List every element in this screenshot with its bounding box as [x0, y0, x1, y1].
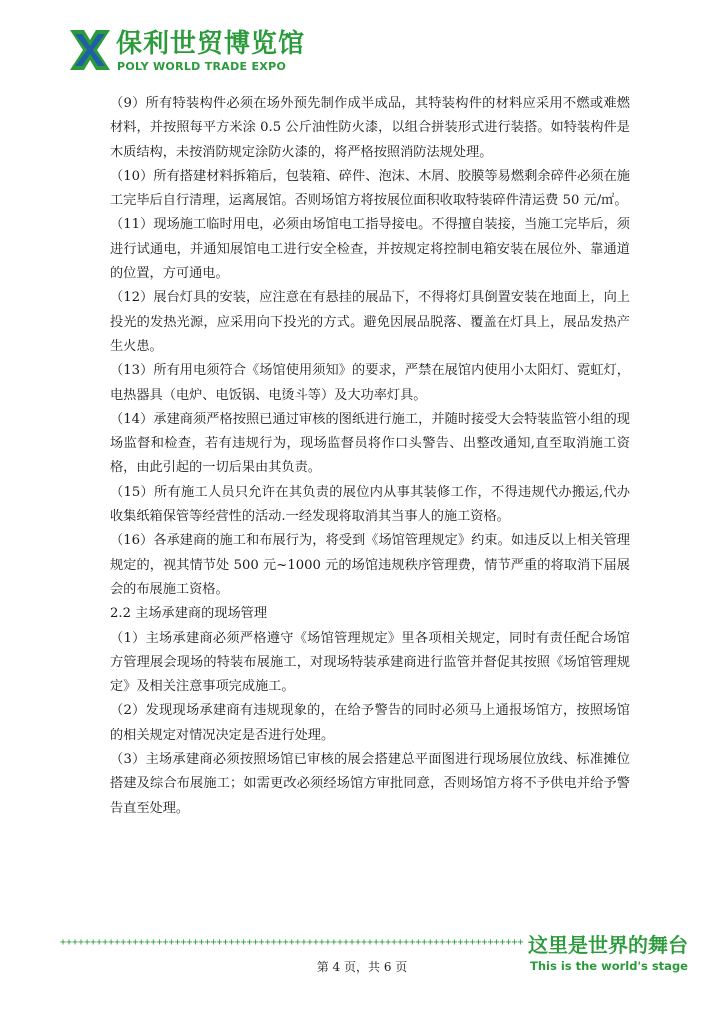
paragraph: （9）所有特装构件必须在场外预先制作成半成品，其特装构件的材料应采用不燃或难燃材料，并按照每平方米涂 0.5 公斤油性防火漆，以组合拼装形式进行装搭。如特装构件是木质结构，未按消防规定涂防火漆的，将严格按照消防法规处理。: [110, 96, 630, 160]
paragraph: （3）主场承建商必须按照场馆已审核的展会搭建总平面图进行现场展位放线、标准摊位搭建及综合布展施工；如需更改必须经场馆方审批同意，否则场馆方将不予供电并给予警告直至处理。: [110, 752, 630, 816]
brand-name-en: POLY WORLD TRADE EXPO: [117, 60, 287, 73]
paragraph: （2）发现现场承建商有违规现象的，在给予警告的同时必须马上通报场馆方，按照场馆的相关规定对情况决定是否进行处理。: [110, 703, 630, 743]
section-heading: 2.2 主场承建商的现场管理: [110, 606, 268, 622]
paragraph: （16）各承建商的施工和布展行为，将受到《场馆管理规定》约束。如违反以上相关管理规定的，视其情节处 500 元~1000 元的场馆违规秩序管理费，情节严重的将取消下届展会的布展施工资格。: [110, 533, 630, 597]
paragraph: （10）所有搭建材料拆箱后，包装箱、碎件、泡沫、木屑、胶膜等易燃剩余碎件必须在施工完毕后自行清理，运离展馆。否则场馆方将按展位面积收取特装碎件清运费 50 元/㎡。: [110, 168, 630, 209]
paragraph: （14）承建商须严格按照已通过审核的图纸进行施工，并随时接受大会特装监管小组的现场监督和检查，若有违规行为，现场监督员将作口头警告、出整改通知,直至取消施工资格，由此引起的一切后果由其负责。: [110, 411, 630, 476]
paragraph: （15）所有施工人员只允许在其负责的展位内从事其装修工作，不得违规代办搬运,代办收集纸箱保管等经营性的活动.一经发现将取消其当事人的施工资格。: [110, 484, 630, 525]
paragraph: （1）主场承建商必须严格遵守《场馆管理规定》里各项相关规定，同时有责任配合场馆方管理展会现场的特装布展施工，对现场特装承建商进行监管并督促其按照《场馆管理规定》及相关注意事项完成施工。: [110, 630, 630, 695]
header: [70, 28, 330, 78]
document-body: [110, 92, 630, 821]
footer-divider: +++++++++++++++++++++++++++++++++++++++++++++++++++++++++++++++++++++++++++++: [60, 937, 524, 948]
slogan-cn: 这里是世界的舞台: [528, 933, 688, 957]
paragraph: （13）所有用电须符合《场馆使用须知》的要求，严禁在展馆内使用小太阳灯、霓虹灯，电热器具（电炉、电饭锅、电烫斗等）及大功率灯具。: [110, 363, 630, 403]
poly-logo-icon: [70, 30, 110, 70]
page-number: 第 4 页，共 6 页: [316, 960, 408, 974]
paragraph: （12）展台灯具的安装，应注意在有悬挂的展品下，不得将灯具倒置安装在地面上，向上投光的发热光源，应采用向下投光的方式。避免因展品脱落、覆盖在灯具上，展品发热产生火患。: [110, 290, 630, 354]
paragraph: （11）现场施工临时用电，必须由场馆电工指导接电。不得擅自装接，当施工完毕后，须进行试通电，并通知展馆电工进行安全检查，并按规定将控制电箱安装在展位外、靠通道的位置，方可通电。: [110, 217, 630, 282]
slogan-en: This is the world's stage: [530, 959, 688, 973]
brand-name-cn: 保利世贸博览馆: [116, 29, 306, 59]
